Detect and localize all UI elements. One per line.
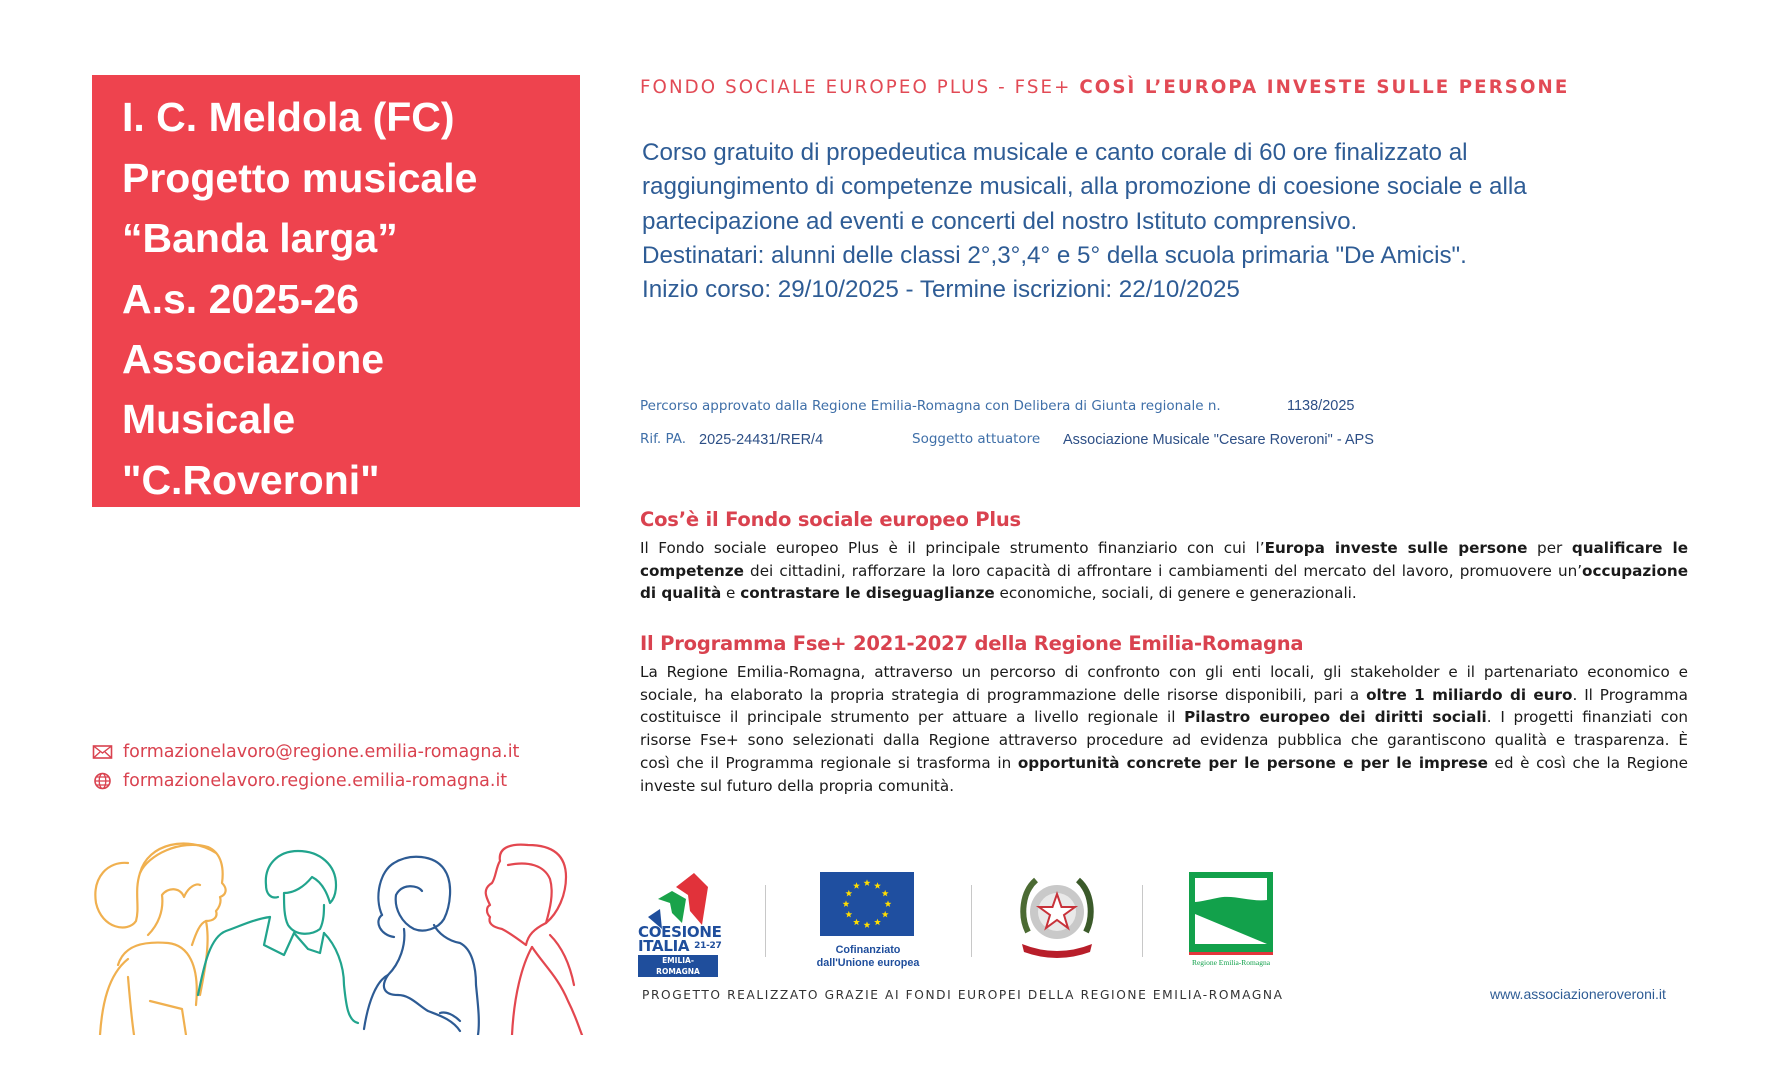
coesione-region-badge: EMILIA-ROMAGNA [638,955,718,977]
section-programma-body [640,661,1688,797]
person-blue-outline [364,857,479,1035]
logo-divider [765,885,766,957]
title-line: Musicale [122,396,296,442]
emphasis-text: Pilastro europeo dei diritti sociali [1184,708,1487,727]
title-box [92,75,580,507]
body-text: . Il Programma [1572,685,1688,704]
page-header [640,77,1690,98]
eu-caption-line2: dall'Unione europea [816,957,920,969]
person-red-outline [486,845,582,1035]
body-text: dei cittadini, rafforzare la loro capacità di affrontare i cambiamenti del mercato del lavoro, promuovere un’ [743,561,1583,580]
intro-line: partecipazione ad eventi e concerti del nostro Istituto comprensivo. [642,207,1358,235]
section-programma-title: Il Programma Fse+ 2021-2027 della Regione Emilia-Romagna [640,632,1304,655]
body-text: Il Fondo sociale europeo Plus è il principale strumento finanziario con cui l’ [640,539,1265,557]
body-line [640,560,1688,583]
emphasis-text: competenze [640,561,744,580]
regione-emilia-romagna-logo [1189,872,1273,968]
delibera-label: Percorso approvato dalla Regione Emilia-Romagna con Delibera di Giunta regionale n. [640,398,1221,414]
association-website-link[interactable]: www.associazioneroveroni.it [1490,986,1666,1002]
envelope-icon [92,743,114,761]
person-orange-outline [95,843,225,1035]
header-fund-name: FONDO SOCIALE EUROPEO PLUS - FSE+ [640,77,1080,98]
title-line: Progetto musicale [122,155,478,201]
globe-icon [92,772,114,790]
body-line [640,537,1688,560]
coesione-italia-text [638,923,722,977]
contact-email[interactable] [92,742,519,762]
email-link[interactable]: formazionelavoro@regione.emilia-romagna.it [123,742,520,762]
body-line [640,684,1688,707]
emphasis-text: contrastare le diseguaglianze [740,584,995,603]
contact-website[interactable] [92,771,507,791]
body-text: . I progetti finanziati con [1486,708,1689,727]
title-line: I. C. Meldola (FC) [122,94,455,140]
eu-caption-line1: Cofinanziato [835,944,901,956]
repubblica-italiana-emblem [1014,872,1100,962]
emphasis-text: Europa investe sulle persone [1264,539,1528,557]
body-line [640,706,1688,729]
intro-line: raggiungimento di competenze musicali, alla promozione di coesione sociale e alla [642,173,1527,201]
emphasis-text: opportunità concrete per le persone e per le imprese [1017,753,1488,772]
coesione-line2: ITALIA [638,937,690,955]
logo-divider [971,885,972,957]
section-fse-plus-body [640,537,1688,605]
logo-divider [1142,885,1143,957]
body-text: costituisce il principale strumento per attuare a livello regionale il [640,708,1185,727]
body-text: e [721,584,741,603]
body-line [640,661,1688,684]
people-illustration [88,825,608,1035]
body-text: ed è così che la Regione [1487,753,1688,772]
regione-logo-caption: Regione Emilia-Romagna [1191,958,1271,967]
title-line: “Banda larga” [122,215,398,261]
body-line [640,729,1688,752]
body-line [640,775,1688,798]
body-text: così che il Programma regionale si trasforma in [640,753,1018,772]
emphasis-text: qualificare le [1571,539,1689,557]
emphasis-text: occupazione [1582,561,1688,580]
eu-cofinanced-caption [800,944,936,970]
title-line: "C.Roveroni" [122,457,380,503]
title-line: A.s. 2025-26 [122,276,360,322]
soggetto-attuatore-label: Soggetto attuatore [912,431,1041,447]
coesione-years: 21-27 [694,941,722,951]
body-text: sociale, ha elaborato la propria strategia di programmazione delle risorse disponibili, pari a [640,685,1367,704]
body-text: La Regione Emilia-Romagna, attraverso un percorso di confronto con gli enti locali, gli stakeholder e il partenariato economico e [640,663,1688,681]
footer-funding-note: PROGETTO REALIZZATO GRAZIE AI FONDI EUROPEI DELLA REGIONE EMILIA-ROMAGNA [642,988,1284,1002]
body-line [640,752,1688,775]
course-description [642,136,1692,307]
body-text: economiche, sociali, di genere e generazionali. [994,584,1357,603]
intro-recipients: Destinatari: alunni delle classi 2°,3°,4° e 5° della scuola primaria "De Amicis". [642,241,1467,269]
rif-pa-label: Rif. PA. [640,431,687,447]
delibera-number: 1138/2025 [1287,398,1355,414]
body-text: risorse Fse+ sono selezionati dalla Regione attraverso procedure ad evidenza pubblica che garantiscono qualità e trasparenza. È [640,731,1688,750]
section-fse-plus-title: Cos’è il Fondo sociale europeo Plus [640,508,1021,531]
website-link[interactable]: formazionelavoro.regione.emilia-romagna.it [123,771,508,791]
emphasis-text: di qualità [640,584,722,603]
eu-flag-logo [820,872,914,936]
title-line: Associazione [122,336,385,382]
intro-line: Corso gratuito di propedeutica musicale e canto corale di 60 ore finalizzato al [642,139,1468,166]
emphasis-text: oltre 1 miliardo di euro [1366,685,1573,704]
intro-dates: Inizio corso: 29/10/2025 - Termine iscrizioni: 22/10/2025 [642,276,1240,304]
soggetto-attuatore-value: Associazione Musicale "Cesare Roveroni" - APS [1063,432,1374,448]
body-line [640,582,1688,605]
rif-pa-value: 2025-24431/RER/4 [699,432,824,448]
body-text: per [1527,539,1572,557]
coesione-line1: COESIONE [638,923,722,941]
header-slogan: COSÌ L’EUROPA INVESTE SULLE PERSONE [1079,77,1570,98]
body-text: investe sul futuro della propria comunità. [640,776,955,795]
